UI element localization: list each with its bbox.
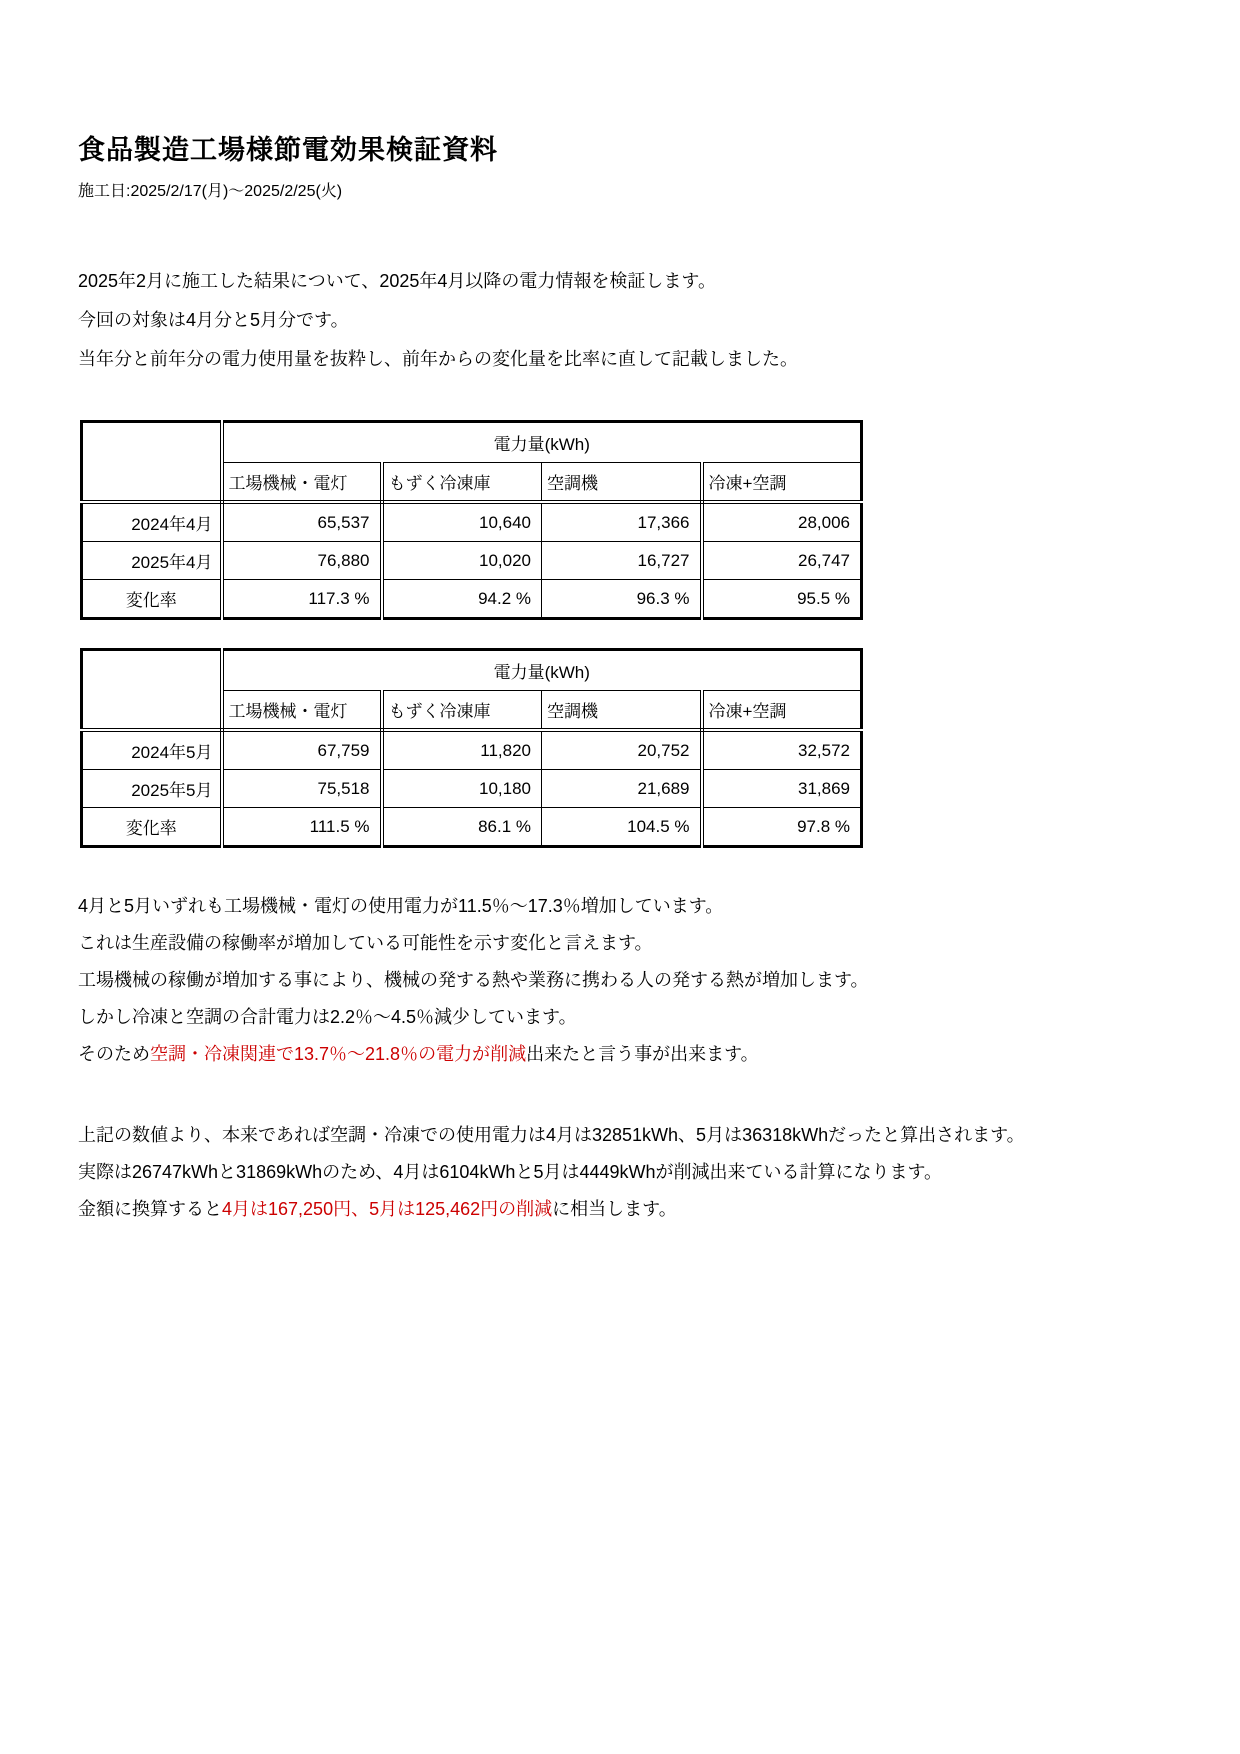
intro-line: 今回の対象は4月分と5月分です。 <box>78 310 349 330</box>
intro-line: 2025年2月に施工した結果について、2025年4月以降の電力情報を検証します。 <box>78 271 716 291</box>
table-cell: 95.5 % <box>702 580 862 619</box>
table-cell: 104.5 % <box>542 808 702 847</box>
summary-paragraph <box>78 1117 1025 1228</box>
analysis-line: しかし冷凍と空調の合計電力は2.2％～4.5％減少しています。 <box>78 1007 577 1027</box>
table-cell: 11,820 <box>382 730 542 770</box>
column-header: 冷凍+空調 <box>702 691 862 731</box>
row-label: 2025年4月 <box>82 542 222 580</box>
table-cell: 94.2 % <box>382 580 542 619</box>
power-table-april <box>80 420 863 620</box>
highlighted-money-text: 4月は167,250円、5月は125,462円の削減 <box>222 1199 553 1219</box>
table-row <box>82 730 862 770</box>
table-cell: 111.5 % <box>222 808 382 847</box>
table-cell: 20,752 <box>542 730 702 770</box>
column-header: もずく冷凍庫 <box>382 691 542 731</box>
page-title: 食品製造工場様節電効果検証資料 <box>78 135 498 165</box>
column-header: 空調機 <box>542 691 702 731</box>
table-cell: 31,869 <box>702 770 862 808</box>
table-cell: 96.3 % <box>542 580 702 619</box>
table-row <box>82 542 862 580</box>
table-cell: 10,640 <box>382 502 542 542</box>
column-header: 工場機械・電灯 <box>222 691 382 731</box>
summary-line-text: に相当します。 <box>552 1199 677 1219</box>
column-header: 冷凍+空調 <box>702 463 862 503</box>
row-label: 変化率 <box>82 580 222 619</box>
table-cell: 10,020 <box>382 542 542 580</box>
table-cell: 86.1 % <box>382 808 542 847</box>
row-label: 2024年4月 <box>82 502 222 542</box>
construction-date: 施工日:2025/2/17(月)～2025/2/25(火) <box>78 183 343 200</box>
row-label: 2025年5月 <box>82 770 222 808</box>
table-cell: 28,006 <box>702 502 862 542</box>
table-cell: 21,689 <box>542 770 702 808</box>
table-cell: 67,759 <box>222 730 382 770</box>
intro-paragraph <box>78 262 798 379</box>
table-row <box>82 580 862 619</box>
highlighted-reduction-text: 空調・冷凍関連で13.7％～21.8％の電力が削減 <box>150 1044 527 1064</box>
table-cell: 32,572 <box>702 730 862 770</box>
table-cell: 26,747 <box>702 542 862 580</box>
table-cell: 76,880 <box>222 542 382 580</box>
summary-line <box>78 1191 1025 1228</box>
analysis-line: 4月と5月いずれも工場機械・電灯の使用電力が11.5％～17.3％増加しています。 <box>78 896 724 916</box>
group-header: 電力量(kWh) <box>222 650 862 691</box>
analysis-line: 工場機械の稼働が増加する事により、機械の発する熱や業務に携わる人の発する熱が増加します。 <box>78 970 869 990</box>
row-label: 2024年5月 <box>82 730 222 770</box>
group-header: 電力量(kWh) <box>222 422 862 463</box>
intro-line: 当年分と前年分の電力使用量を抜粋し、前年からの変化量を比率に直して記載しました。 <box>78 349 798 369</box>
power-table-may <box>80 648 863 848</box>
analysis-line: これは生産設備の稼働率が増加している可能性を示す変化と言えます。 <box>78 933 653 953</box>
analysis-paragraph <box>78 888 869 1073</box>
analysis-line-text: 出来たと言う事が出来ます。 <box>526 1044 759 1064</box>
summary-line: 実際は26747kWhと31869kWhのため、4月は6104kWhと5月は4449kWhが削減出来ている計算になります。 <box>78 1162 943 1182</box>
column-header: 空調機 <box>542 463 702 503</box>
analysis-line-text: そのため <box>78 1044 150 1064</box>
table-row <box>82 770 862 808</box>
table-row <box>82 502 862 542</box>
table-row <box>82 808 862 847</box>
summary-line: 上記の数値より、本来であれば空調・冷凍での使用電力は4月は32851kWh、5月は36318kWhだったと算出されます。 <box>78 1125 1025 1145</box>
analysis-line <box>78 1036 869 1073</box>
table-cell: 117.3 % <box>222 580 382 619</box>
table-cell: 10,180 <box>382 770 542 808</box>
table-cell: 97.8 % <box>702 808 862 847</box>
column-header: 工場機械・電灯 <box>222 463 382 503</box>
table-cell: 75,518 <box>222 770 382 808</box>
table-cell: 16,727 <box>542 542 702 580</box>
table-cell: 17,366 <box>542 502 702 542</box>
row-label: 変化率 <box>82 808 222 847</box>
corner-cell <box>82 422 222 503</box>
corner-cell <box>82 650 222 731</box>
summary-line-text: 金額に換算すると <box>78 1199 222 1219</box>
table-cell: 65,537 <box>222 502 382 542</box>
column-header: もずく冷凍庫 <box>382 463 542 503</box>
